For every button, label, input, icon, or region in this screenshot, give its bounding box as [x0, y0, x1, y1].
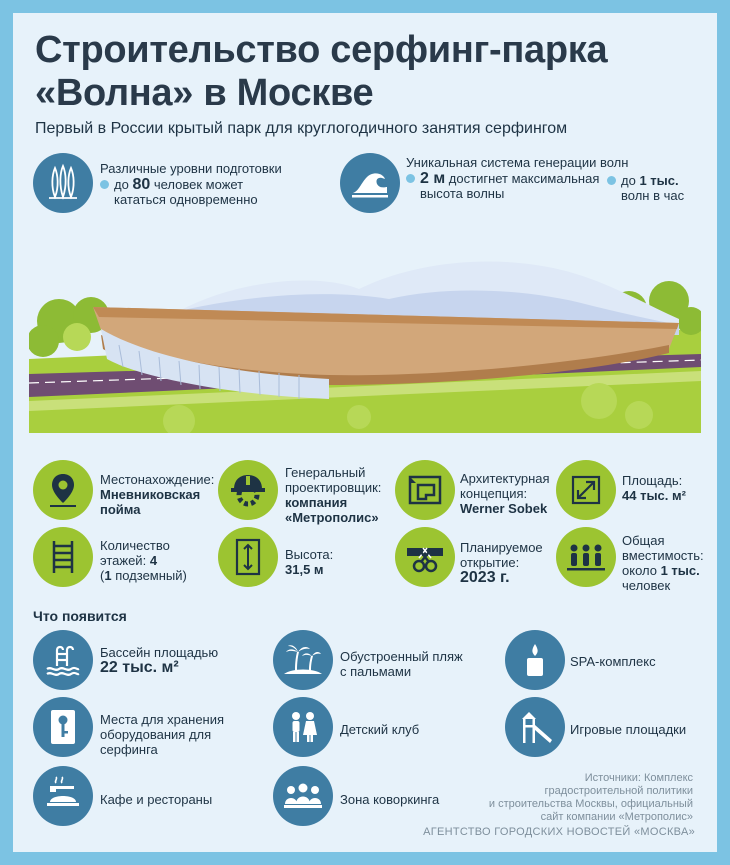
bullet-dot: [100, 180, 109, 189]
fact-opening: Планируемое открытие: 2023 г.: [460, 540, 543, 586]
item-coworking: Зона коворкинга: [340, 792, 440, 807]
blueprint-icon: [395, 460, 455, 520]
pool-ladder-icon: [33, 630, 93, 690]
infographic: [13, 13, 717, 852]
fact-location: Местонахождение: Мневниковская пойма: [100, 472, 215, 517]
surf-park-illustration: [29, 249, 701, 433]
item-pool: Бассейн площадью 22 тыс. м²: [100, 645, 219, 676]
fact-capacity: Общая вместимость: около 1 тыс. человек: [622, 533, 704, 593]
waves-count: до 1 тыс. волн в час: [607, 173, 684, 203]
bullet-dot: [607, 176, 616, 185]
ladder-icon: [33, 527, 93, 587]
coworking-icon: [273, 766, 333, 826]
fact-floors: Количество этажей: 4 (1 подземный): [100, 538, 187, 583]
people-icon: [556, 527, 616, 587]
item-storage: Места для хранения оборудования для серфинга: [100, 712, 225, 757]
fact-designer: Генеральный проектировщик: компания «Метрополис»: [285, 465, 382, 525]
fact-height: Высота: 31,5 м: [285, 547, 334, 577]
area-diagonal-icon: [556, 460, 616, 520]
item-spa: SPA-комплекс: [570, 654, 656, 669]
agency-credit: АГЕНТСТВО ГОРОДСКИХ НОВОСТЕЙ «МОСКВА»: [423, 826, 695, 838]
children-icon: [273, 697, 333, 757]
palm-trees-icon: [273, 630, 333, 690]
ribbon-cutting-icon: [395, 527, 455, 587]
item-kids: Детский клуб: [340, 722, 420, 737]
waves-height: 2 м достигнет максимальная высота волны: [406, 171, 599, 201]
waves-label: Уникальная система генерации волн: [406, 155, 629, 170]
item-beach: Обустроенный пляж с пальмами: [340, 649, 463, 679]
candle-icon: [505, 630, 565, 690]
page-subtitle: Первый в России крытый парк для круглогодичного занятия серфингом: [35, 120, 568, 137]
height-arrow-icon: [218, 527, 278, 587]
fact-architecture: Архитектурная концепция: Werner Sobek: [460, 471, 550, 516]
playground-slide-icon: [505, 697, 565, 757]
key-locker-icon: [33, 697, 93, 757]
sources-note: Источники: Комплекс градостроительной политики и строительства Москвы, официальный сайт компании «Метрополис»: [488, 772, 693, 823]
section-title: Что появится: [33, 608, 127, 624]
location-pin-icon: [33, 460, 93, 520]
engineer-helmet-icon: [218, 460, 278, 520]
levels-label: Различные уровни подготовки: [100, 161, 282, 176]
bullet-dot: [406, 174, 415, 183]
fact-area: Площадь: 44 тыс. м²: [622, 473, 686, 503]
item-cafe: Кафе и рестораны: [100, 792, 213, 807]
cafe-dish-icon: [33, 766, 93, 826]
levels-bullet: до 80 человек может кататься одновременно: [100, 177, 258, 207]
wave-icon: [340, 153, 400, 213]
surfboards-icon: [33, 153, 93, 213]
page-title: Строительство серфинг-парка «Волна» в Москве: [35, 29, 608, 114]
item-playground: Игровые площадки: [570, 722, 687, 737]
